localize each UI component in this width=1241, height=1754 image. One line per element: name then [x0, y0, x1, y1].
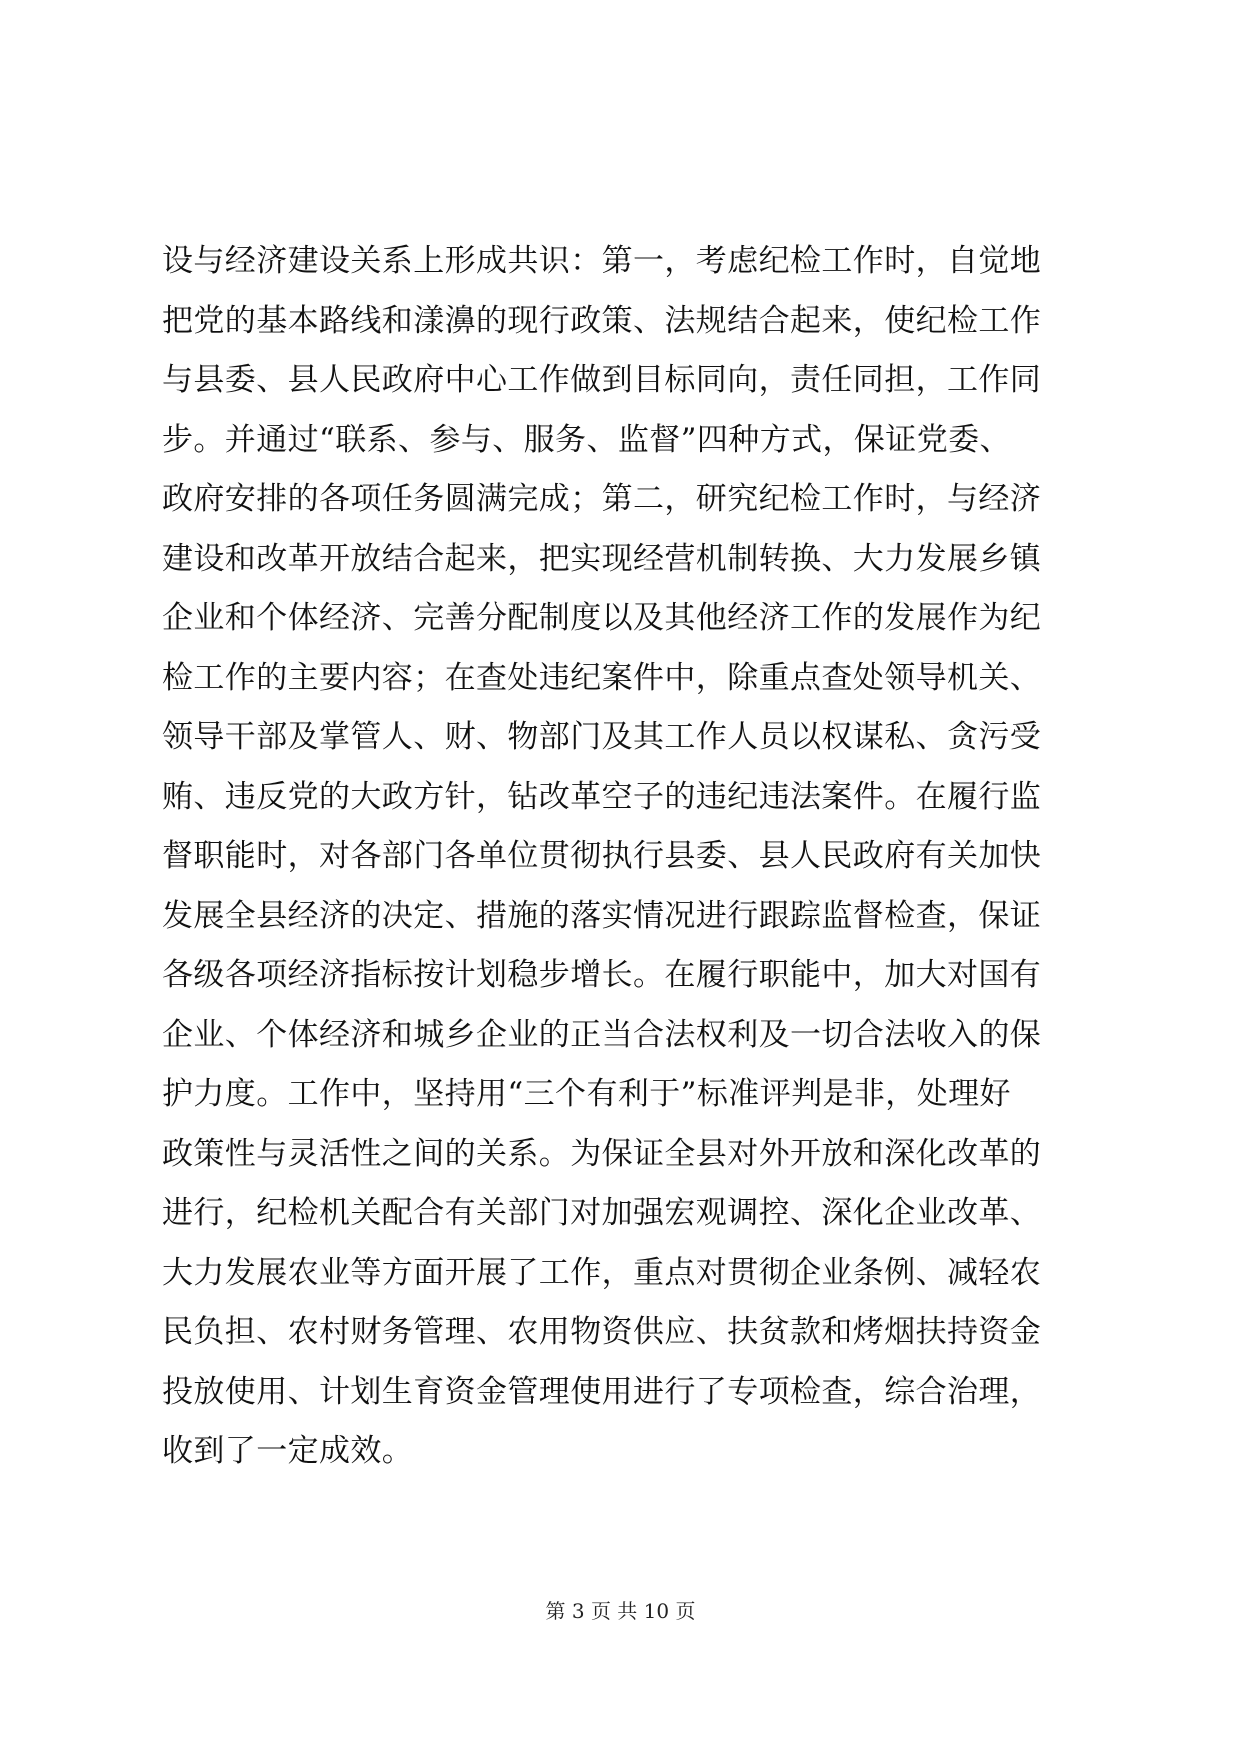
text-line: 与县委、县人民政府中心工作做到目标同向，责任同担，工作同: [162, 362, 1042, 398]
text-line: 领导干部及掌管人、财、物部门及其工作人员以权谋私、贪污受: [162, 719, 1042, 755]
text-line: 设与经济建设关系上形成共识：第一，考虑纪检工作时，自觉地: [162, 243, 1042, 279]
text-line: 建设和改革开放结合起来，把实现经营机制转换、大力发展乡镇: [162, 540, 1042, 577]
body-paragraph: [162, 232, 1122, 1482]
text-line: 企业、个体经济和城乡企业的正当合法权利及一切合法收入的保: [162, 1016, 1042, 1053]
text-line: 把党的基本路线和漾濞的现行政策、法规结合起来，使纪检工作: [162, 302, 1042, 339]
text-line: 督职能时，对各部门各单位贯彻执行县委、县人民政府有关加快: [162, 838, 1042, 874]
text-line: 政策性与灵活性之间的关系。为保证全县对外开放和深化改革的: [162, 1135, 1042, 1172]
page-number: 第 3 页 共 10 页: [545, 1599, 696, 1623]
text-line: 政府安排的各项任务圆满完成；第二，研究纪检工作时，与经济: [162, 481, 1042, 517]
text-line: 步。并通过“联系、参与、服务、监督”四种方式，保证党委、: [162, 421, 1011, 458]
text-line: 企业和个体经济、完善分配制度以及其他经济工作的发展作为纪: [162, 600, 1042, 636]
page-footer: [0, 1597, 1241, 1625]
text-line: 发展全县经济的决定、措施的落实情况进行跟踪监督检查，保证: [162, 897, 1042, 934]
text-line: 各级各项经济指标按计划稳步增长。在履行职能中，加大对国有: [162, 957, 1042, 993]
text-line: 民负担、农村财务管理、农用物资供应、扶贫款和烤烟扶持资金: [162, 1314, 1042, 1350]
text-line: 检工作的主要内容；在查处违纪案件中，除重点查处领导机关、: [162, 659, 1042, 696]
text-line: 进行，纪检机关配合有关部门对加强宏观调控、深化企业改革、: [162, 1195, 1042, 1231]
text-line: 收到了一定成效。: [162, 1433, 414, 1469]
text-line: 贿、违反党的大政方针，钻改革空子的违纪违法案件。在履行监: [162, 778, 1042, 815]
text-line: 大力发展农业等方面开展了工作，重点对贯彻企业条例、减轻农: [162, 1254, 1042, 1291]
text-line: 投放使用、计划生育资金管理使用进行了专项检查，综合治理，: [162, 1373, 1042, 1410]
text-line: 护力度。工作中，坚持用“三个有利于”标准评判是非，处理好: [162, 1076, 1011, 1112]
